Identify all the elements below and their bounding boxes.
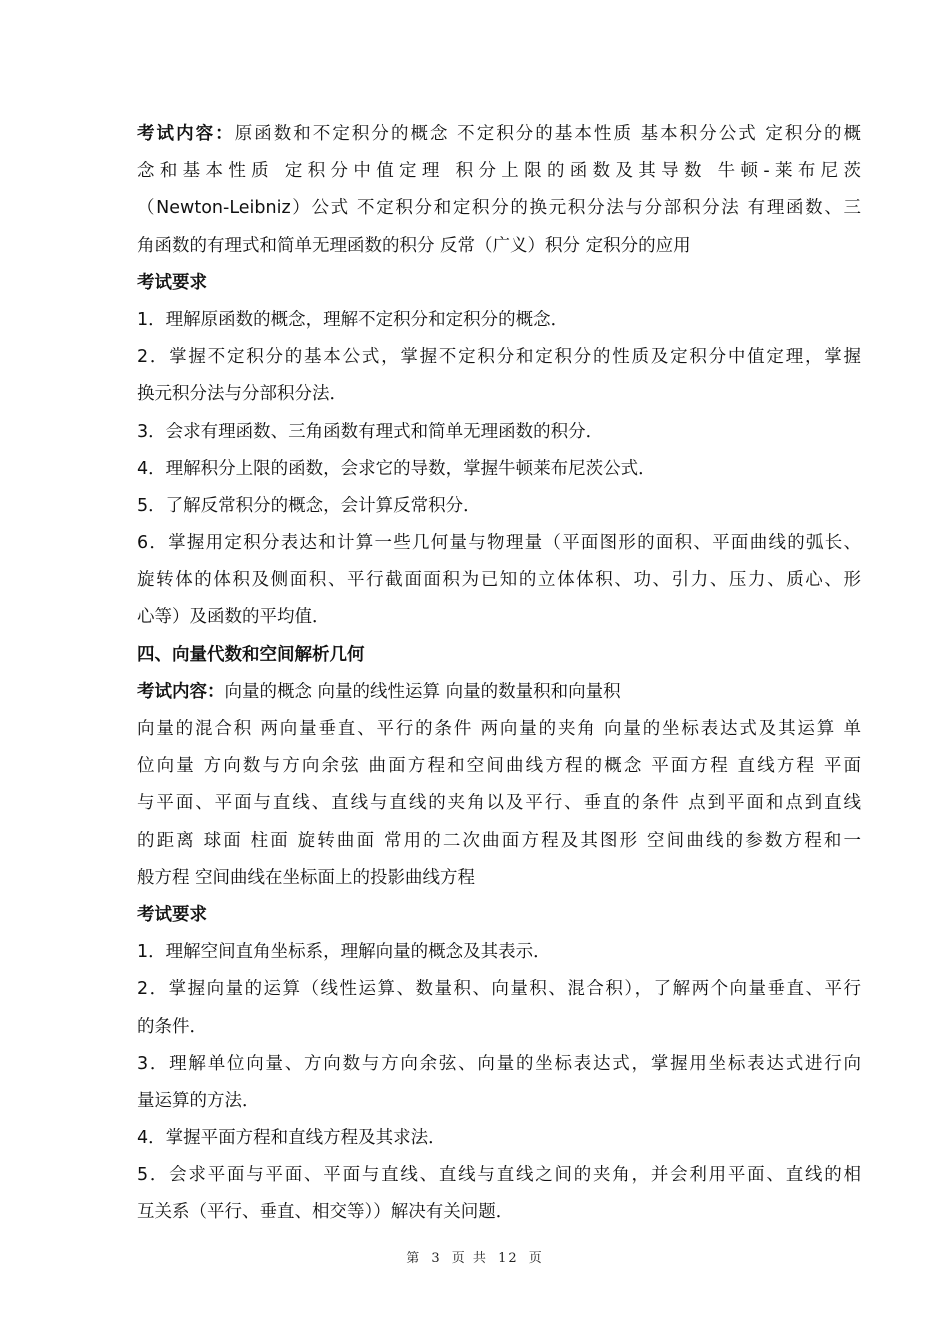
s3-req-line-7: 6．掌握用定积分表达和计算一些几何量与物理量（平面图形的面积、平面曲线的弧长、 [137, 533, 861, 554]
s4-req-line-4: 3．理解单位向量、方向数与方向余弦、向量的坐标表达式，掌握用坐标表达式进行向 [137, 1053, 861, 1074]
s3-req-line-3: 换元积分法与分部积分法． [137, 384, 347, 405]
s4-content-line-3: 位向量 方向数与方向余弦 曲面方程和空间曲线方程的概念 平面方程 直线方程 平面 [137, 756, 861, 777]
s4-req-line-3: 的条件． [137, 1016, 207, 1037]
s4-content-first: 向量的概念 向量的线性运算 向量的数量积和向量积 [224, 681, 621, 702]
section-4-title: 四、向量代数和空间解析几何 [137, 644, 365, 665]
s3-content-text: 原函数和不定积分的概念 不定积分的基本性质 基本积分公式 定积分的概 [234, 124, 861, 144]
s4-req-line-2: 2．掌握向量的运算（线性运算、数量积、向量积、混合积），了解两个向量垂直、平行 [137, 979, 861, 1000]
s4-requirements-heading: 考试要求 [137, 904, 207, 925]
s4-content-heading: 考试内容： [137, 681, 225, 702]
footer-total-pages: 12 [498, 1251, 519, 1266]
s4-req-line-6: 4．掌握平面方程和直线方程及其求法． [137, 1128, 446, 1149]
s3-req-line-4: 3．会求有理函数、三角函数有理式和简单无理函数的积分． [137, 421, 604, 442]
footer-suffix: 页 [528, 1251, 544, 1266]
s3-content-line-1 [137, 116, 861, 153]
s3-req-line-2: 2．掌握不定积分的基本公式，掌握不定积分和定积分的性质及定积分中值定理，掌握 [137, 347, 861, 368]
s4-req-line-7: 5．会求平面与平面、平面与直线、直线与直线之间的夹角，并会利用平面、直线的相 [137, 1165, 861, 1186]
s4-req-line-8: 互关系（平行、垂直、相交等））解决有关问题． [137, 1202, 514, 1223]
s3-content-line-2: 念和基本性质 定积分中值定理 积分上限的函数及其导数 牛顿-莱布尼茨 [137, 161, 861, 182]
footer-prefix: 第 [406, 1251, 422, 1266]
footer-page-number: 3 [431, 1251, 442, 1266]
s4-content-line-5: 的距离 球面 柱面 旋转曲面 常用的二次曲面方程及其图形 空间曲线的参数方程和一 [137, 830, 861, 851]
s4-req-line-5: 量运算的方法． [137, 1090, 260, 1111]
s3-content-heading: 考试内容： [137, 124, 235, 144]
s3-req-line-5: 4．理解积分上限的函数，会求它的导数，掌握牛顿莱布尼茨公式． [137, 458, 656, 479]
s4-content-line-6: 般方程 空间曲线在坐标面上的投影曲线方程 [137, 867, 476, 888]
s3-content-line-3: （Newton-Leibniz）公式 不定积分和定积分的换元积分法与分部积分法 有理函数、三 [137, 198, 861, 219]
s3-req-line-1: 1．理解原函数的概念，理解不定积分和定积分的概念． [137, 309, 569, 330]
page-footer [0, 1247, 950, 1266]
s4-req-line-1: 1．理解空间直角坐标系，理解向量的概念及其表示． [137, 942, 551, 963]
s4-content-line-1 [137, 674, 861, 711]
s3-content-line-4: 角函数的有理式和简单无理函数的积分 反常（广义）积分 定积分的应用 [137, 235, 691, 256]
s3-req-line-6: 5．了解反常积分的概念，会计算反常积分． [137, 495, 481, 516]
s4-content-line-4: 与平面、平面与直线、直线与直线的夹角以及平行、垂直的条件 点到平面和点到直线 [137, 793, 861, 814]
footer-middle: 页 共 [451, 1251, 488, 1266]
page-content [137, 116, 861, 1232]
s3-req-line-8: 旋转体的体积及侧面积、平行截面面积为已知的立体体积、功、引力、压力、质心、形 [137, 570, 861, 591]
s3-requirements-heading: 考试要求 [137, 272, 207, 293]
s3-req-line-9: 心等）及函数的平均值． [137, 607, 330, 628]
s4-content-line-2: 向量的混合积 两向量垂直、平行的条件 两向量的夹角 向量的坐标表达式及其运算 单 [137, 719, 861, 739]
